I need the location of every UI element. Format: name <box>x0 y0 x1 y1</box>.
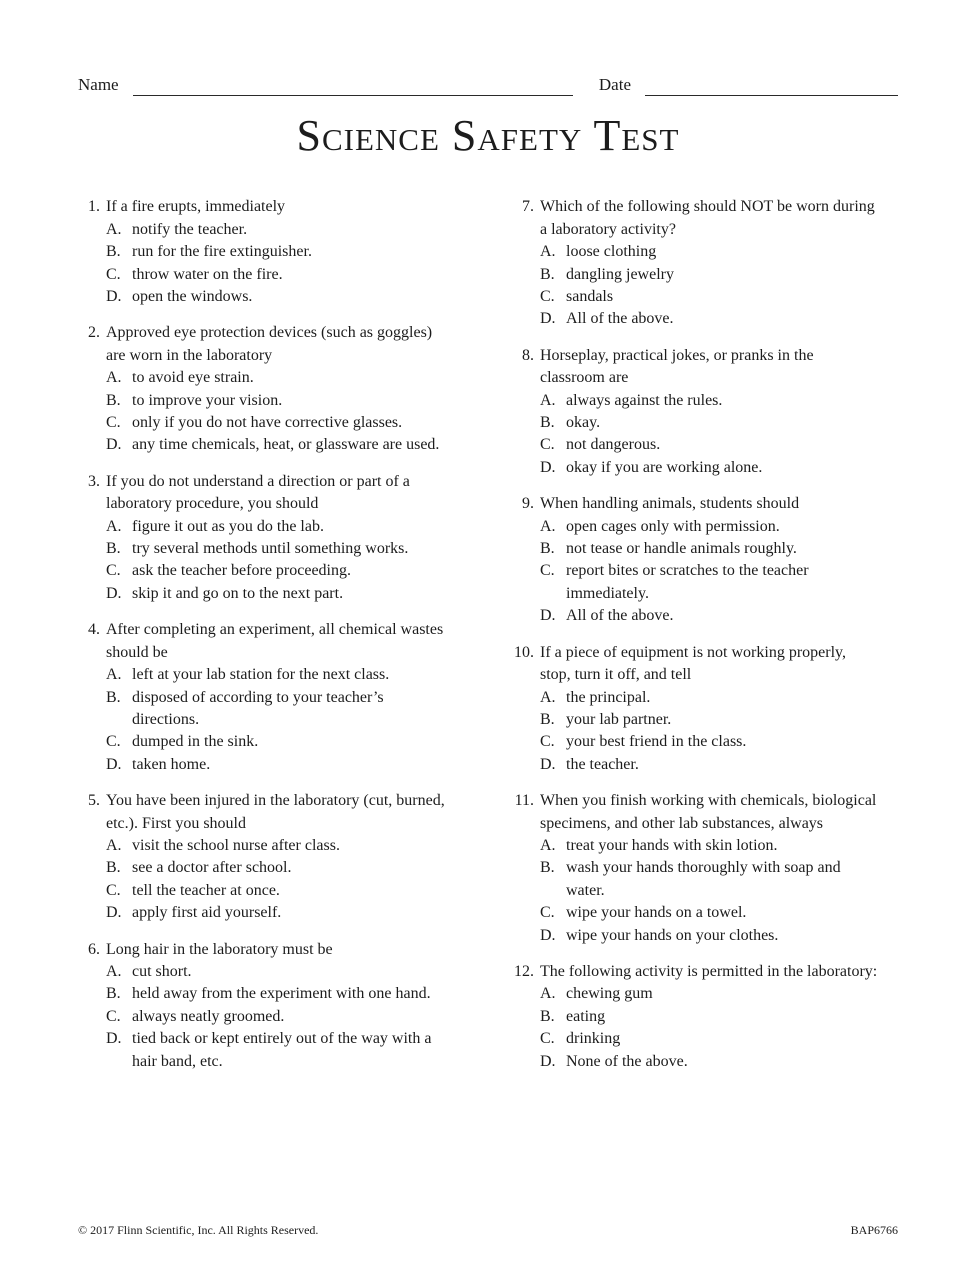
option-text: disposed of according to your teacher’s directions. <box>132 688 384 728</box>
question-options <box>106 835 446 925</box>
option-text: skip it and go on to the next part. <box>132 584 344 602</box>
date-label: Date <box>598 75 631 94</box>
option-text: notify the teacher. <box>132 220 248 238</box>
option-text: tied back or kept entirely out of the way with a hair band, etc. <box>132 1030 432 1070</box>
option-text: open cages only with permission. <box>566 517 780 535</box>
option-letter: C. <box>540 1030 555 1048</box>
answer-option <box>540 605 880 627</box>
option-text: try several methods until something works. <box>132 540 409 558</box>
name-blank-line <box>133 75 573 96</box>
question-stem: If a piece of equipment is not working properly, stop, turn it off, and tell <box>540 643 846 684</box>
question-number: 9. <box>522 495 534 513</box>
option-text: not dangerous. <box>566 436 661 454</box>
question-stem: You have been injured in the laboratory (cut, burned, etc.). First you should <box>106 792 445 832</box>
question-number: 10. <box>514 643 534 661</box>
question-stem: Approved eye protection devices (such as goggles) are worn in the laboratory <box>106 324 433 364</box>
question-stem: If you do not understand a direction or part of a laboratory procedure, you should <box>106 472 410 513</box>
option-letter: B. <box>106 243 121 261</box>
option-letter: B. <box>106 540 121 558</box>
question-body <box>106 196 312 308</box>
answer-option <box>106 434 446 456</box>
option-letter: A. <box>540 243 556 261</box>
option-letter: B. <box>106 391 121 409</box>
option-letter: A. <box>106 836 122 854</box>
option-text: okay if you are working alone. <box>566 458 763 476</box>
answer-option <box>540 857 880 902</box>
answer-option <box>106 961 446 983</box>
question-number: 11. <box>514 792 534 810</box>
question-number: 2. <box>88 324 100 342</box>
question-body <box>540 196 880 330</box>
answer-option <box>540 731 880 753</box>
option-text: dangling jewelry <box>566 265 674 283</box>
option-letter: B. <box>106 859 121 877</box>
question-options <box>106 367 446 457</box>
option-text: run for the fire extinguisher. <box>132 243 312 261</box>
question-options <box>540 241 880 331</box>
answer-option <box>540 516 880 538</box>
answer-option <box>540 390 880 412</box>
option-letter: D. <box>106 288 122 306</box>
option-letter: A. <box>540 688 556 706</box>
answer-option <box>106 516 446 538</box>
option-text: wipe your hands on a towel. <box>566 904 747 922</box>
question-body <box>106 471 446 605</box>
question-number: 3. <box>88 472 100 490</box>
question-body <box>106 790 446 924</box>
question-stem: Which of the following should NOT be worn during a laboratory activity? <box>540 198 875 238</box>
option-letter: C. <box>106 562 121 580</box>
option-text: tell the teacher at once. <box>132 881 280 899</box>
question <box>78 322 468 456</box>
option-letter: D. <box>540 1052 556 1070</box>
option-text: not tease or handle animals roughly. <box>566 540 797 558</box>
question-options <box>106 664 446 776</box>
option-text: figure it out as you do the lab. <box>132 517 324 535</box>
question-stem: Long hair in the laboratory must be <box>106 940 333 958</box>
question <box>508 961 898 1073</box>
option-letter: C. <box>106 1007 121 1025</box>
answer-option <box>540 286 880 308</box>
answer-option <box>540 902 880 924</box>
option-letter: D. <box>106 436 122 454</box>
answer-option <box>106 286 312 308</box>
option-text: cut short. <box>132 962 192 980</box>
question-stem: When you finish working with chemicals, biological specimens, and other lab substances, always <box>540 792 877 832</box>
question <box>508 493 898 627</box>
option-text: chewing gum <box>566 985 653 1003</box>
question-number: 6. <box>88 940 100 958</box>
option-letter: D. <box>106 1030 122 1048</box>
option-letter: A. <box>540 391 556 409</box>
answer-option <box>106 857 446 879</box>
answer-option <box>106 880 446 902</box>
option-text: your lab partner. <box>566 710 672 728</box>
option-letter: B. <box>540 859 555 877</box>
answer-option <box>540 560 880 605</box>
name-label: Name <box>78 75 119 94</box>
date-blank-line <box>645 75 898 96</box>
answer-option <box>106 583 446 605</box>
option-text: your best friend in the class. <box>566 733 747 751</box>
option-letter: A. <box>106 369 122 387</box>
answer-option <box>540 538 880 560</box>
answer-option <box>106 264 312 286</box>
answer-option <box>540 241 880 263</box>
question <box>78 196 468 308</box>
option-letter: D. <box>106 584 122 602</box>
answer-option <box>540 308 880 330</box>
page-title: Science Safety Test <box>296 111 680 160</box>
question-options <box>540 390 880 480</box>
option-letter: C. <box>540 562 555 580</box>
answer-option <box>540 754 880 776</box>
footer-row <box>78 1223 898 1242</box>
question-body <box>106 939 446 1073</box>
option-text: throw water on the fire. <box>132 265 283 283</box>
question-body <box>540 961 877 1073</box>
question-options <box>106 516 446 606</box>
option-letter: B. <box>540 265 555 283</box>
option-letter: A. <box>106 666 122 684</box>
answer-option <box>106 731 446 753</box>
question-options <box>540 687 880 777</box>
answer-option <box>540 1006 877 1028</box>
option-text: to avoid eye strain. <box>132 369 254 387</box>
question-number: 5. <box>88 792 100 810</box>
option-letter: B. <box>540 1007 555 1025</box>
option-text: to improve your vision. <box>132 391 283 409</box>
question-body <box>540 493 880 627</box>
answer-option <box>106 687 446 732</box>
question <box>508 196 898 330</box>
question-number: 7. <box>522 198 534 216</box>
question-body <box>540 345 880 479</box>
answer-option <box>106 983 446 1005</box>
header-row <box>78 74 898 96</box>
option-letter: B. <box>540 540 555 558</box>
answer-option <box>106 219 312 241</box>
option-letter: C. <box>540 733 555 751</box>
question-stem: After completing an experiment, all chemical wastes should be <box>106 621 444 661</box>
left-column <box>78 196 468 1087</box>
option-letter: B. <box>106 985 121 1003</box>
answer-option <box>540 1051 877 1073</box>
option-text: wipe your hands on your clothes. <box>566 926 779 944</box>
question <box>78 790 468 924</box>
option-letter: B. <box>540 710 555 728</box>
option-letter: C. <box>106 733 121 751</box>
option-text: only if you do not have corrective glasses. <box>132 414 403 432</box>
question-body <box>540 642 880 776</box>
option-letter: A. <box>540 836 556 854</box>
answer-option <box>106 390 446 412</box>
option-letter: B. <box>106 688 121 706</box>
question <box>78 619 468 776</box>
answer-option <box>540 835 880 857</box>
option-text: All of the above. <box>566 310 674 328</box>
option-text: always neatly groomed. <box>132 1007 285 1025</box>
option-text: drinking <box>566 1030 621 1048</box>
question <box>78 471 468 605</box>
option-letter: D. <box>540 310 556 328</box>
answer-option <box>540 434 880 456</box>
option-letter: C. <box>106 414 121 432</box>
option-text: dumped in the sink. <box>132 733 259 751</box>
question <box>508 642 898 776</box>
option-text: None of the above. <box>566 1052 688 1070</box>
option-letter: C. <box>540 904 555 922</box>
option-letter: D. <box>106 904 122 922</box>
option-letter: D. <box>106 755 122 773</box>
option-letter: D. <box>540 458 556 476</box>
question-number: 4. <box>88 621 100 639</box>
question-number: 12. <box>514 962 534 980</box>
option-text: loose clothing <box>566 243 657 261</box>
option-letter: C. <box>540 288 555 306</box>
right-column <box>508 196 898 1087</box>
option-text: wash your hands thoroughly with soap and water. <box>566 859 841 899</box>
answer-option <box>106 1006 446 1028</box>
answer-option <box>540 983 877 1005</box>
question-body <box>106 619 446 776</box>
answer-option <box>540 687 880 709</box>
question-options <box>106 219 312 309</box>
answer-option <box>106 560 446 582</box>
answer-option <box>540 457 880 479</box>
option-letter: D. <box>540 926 556 944</box>
option-letter: A. <box>540 985 556 1003</box>
question-options <box>540 835 880 947</box>
option-text: always against the rules. <box>566 391 723 409</box>
answer-option <box>106 367 446 389</box>
option-text: okay. <box>566 414 601 432</box>
answer-option <box>106 412 446 434</box>
document-code: BAP6766 <box>850 1223 898 1237</box>
option-text: sandals <box>566 288 614 306</box>
option-letter: C. <box>106 881 121 899</box>
question-stem: When handling animals, students should <box>540 495 800 513</box>
option-letter: D. <box>540 755 556 773</box>
option-letter: C. <box>106 265 121 283</box>
answer-option <box>106 664 446 686</box>
option-text: ask the teacher before proceeding. <box>132 562 351 580</box>
option-text: any time chemicals, heat, or glassware are used. <box>132 436 440 454</box>
option-text: the teacher. <box>566 755 639 773</box>
option-text: apply first aid yourself. <box>132 904 282 922</box>
option-letter: A. <box>106 517 122 535</box>
question <box>508 345 898 479</box>
option-text: treat your hands with skin lotion. <box>566 836 778 854</box>
question-stem: The following activity is permitted in the laboratory: <box>540 962 878 980</box>
option-text: report bites or scratches to the teacher immediately. <box>566 562 809 602</box>
question-options <box>540 516 880 628</box>
question-options <box>106 961 446 1073</box>
option-letter: C. <box>540 436 555 454</box>
question-options <box>540 983 877 1073</box>
answer-option <box>540 1028 877 1050</box>
answer-option <box>106 754 446 776</box>
option-text: eating <box>566 1007 606 1025</box>
question-number: 8. <box>522 346 534 364</box>
option-text: held away from the experiment with one hand. <box>132 985 431 1003</box>
option-letter: A. <box>540 517 556 535</box>
answer-option <box>106 538 446 560</box>
question-body <box>540 790 880 947</box>
option-text: open the windows. <box>132 288 253 306</box>
option-text: All of the above. <box>566 607 674 625</box>
option-letter: B. <box>540 414 555 432</box>
answer-option <box>106 835 446 857</box>
question-stem: Horseplay, practical jokes, or pranks in the classroom are <box>540 346 814 387</box>
question <box>78 939 468 1073</box>
question-body <box>106 322 446 456</box>
option-text: taken home. <box>132 755 211 773</box>
option-text: visit the school nurse after class. <box>132 836 340 854</box>
answer-option <box>106 241 312 263</box>
question-number: 1. <box>88 198 100 216</box>
questions-area <box>78 196 898 1087</box>
spacer <box>78 1087 898 1223</box>
answer-option <box>106 1028 446 1073</box>
answer-option <box>540 709 880 731</box>
option-letter: D. <box>540 607 556 625</box>
answer-option <box>106 902 446 924</box>
question-stem: If a fire erupts, immediately <box>106 198 286 216</box>
option-text: see a doctor after school. <box>132 859 292 877</box>
option-text: left at your lab station for the next class. <box>132 666 390 684</box>
answer-option <box>540 264 880 286</box>
copyright-text: © 2017 Flinn Scientific, Inc. All Rights Reserved. <box>78 1223 319 1237</box>
option-letter: A. <box>106 962 122 980</box>
answer-option <box>540 412 880 434</box>
answer-option <box>540 925 880 947</box>
option-letter: A. <box>106 220 122 238</box>
option-text: the principal. <box>566 688 651 706</box>
question <box>508 790 898 947</box>
